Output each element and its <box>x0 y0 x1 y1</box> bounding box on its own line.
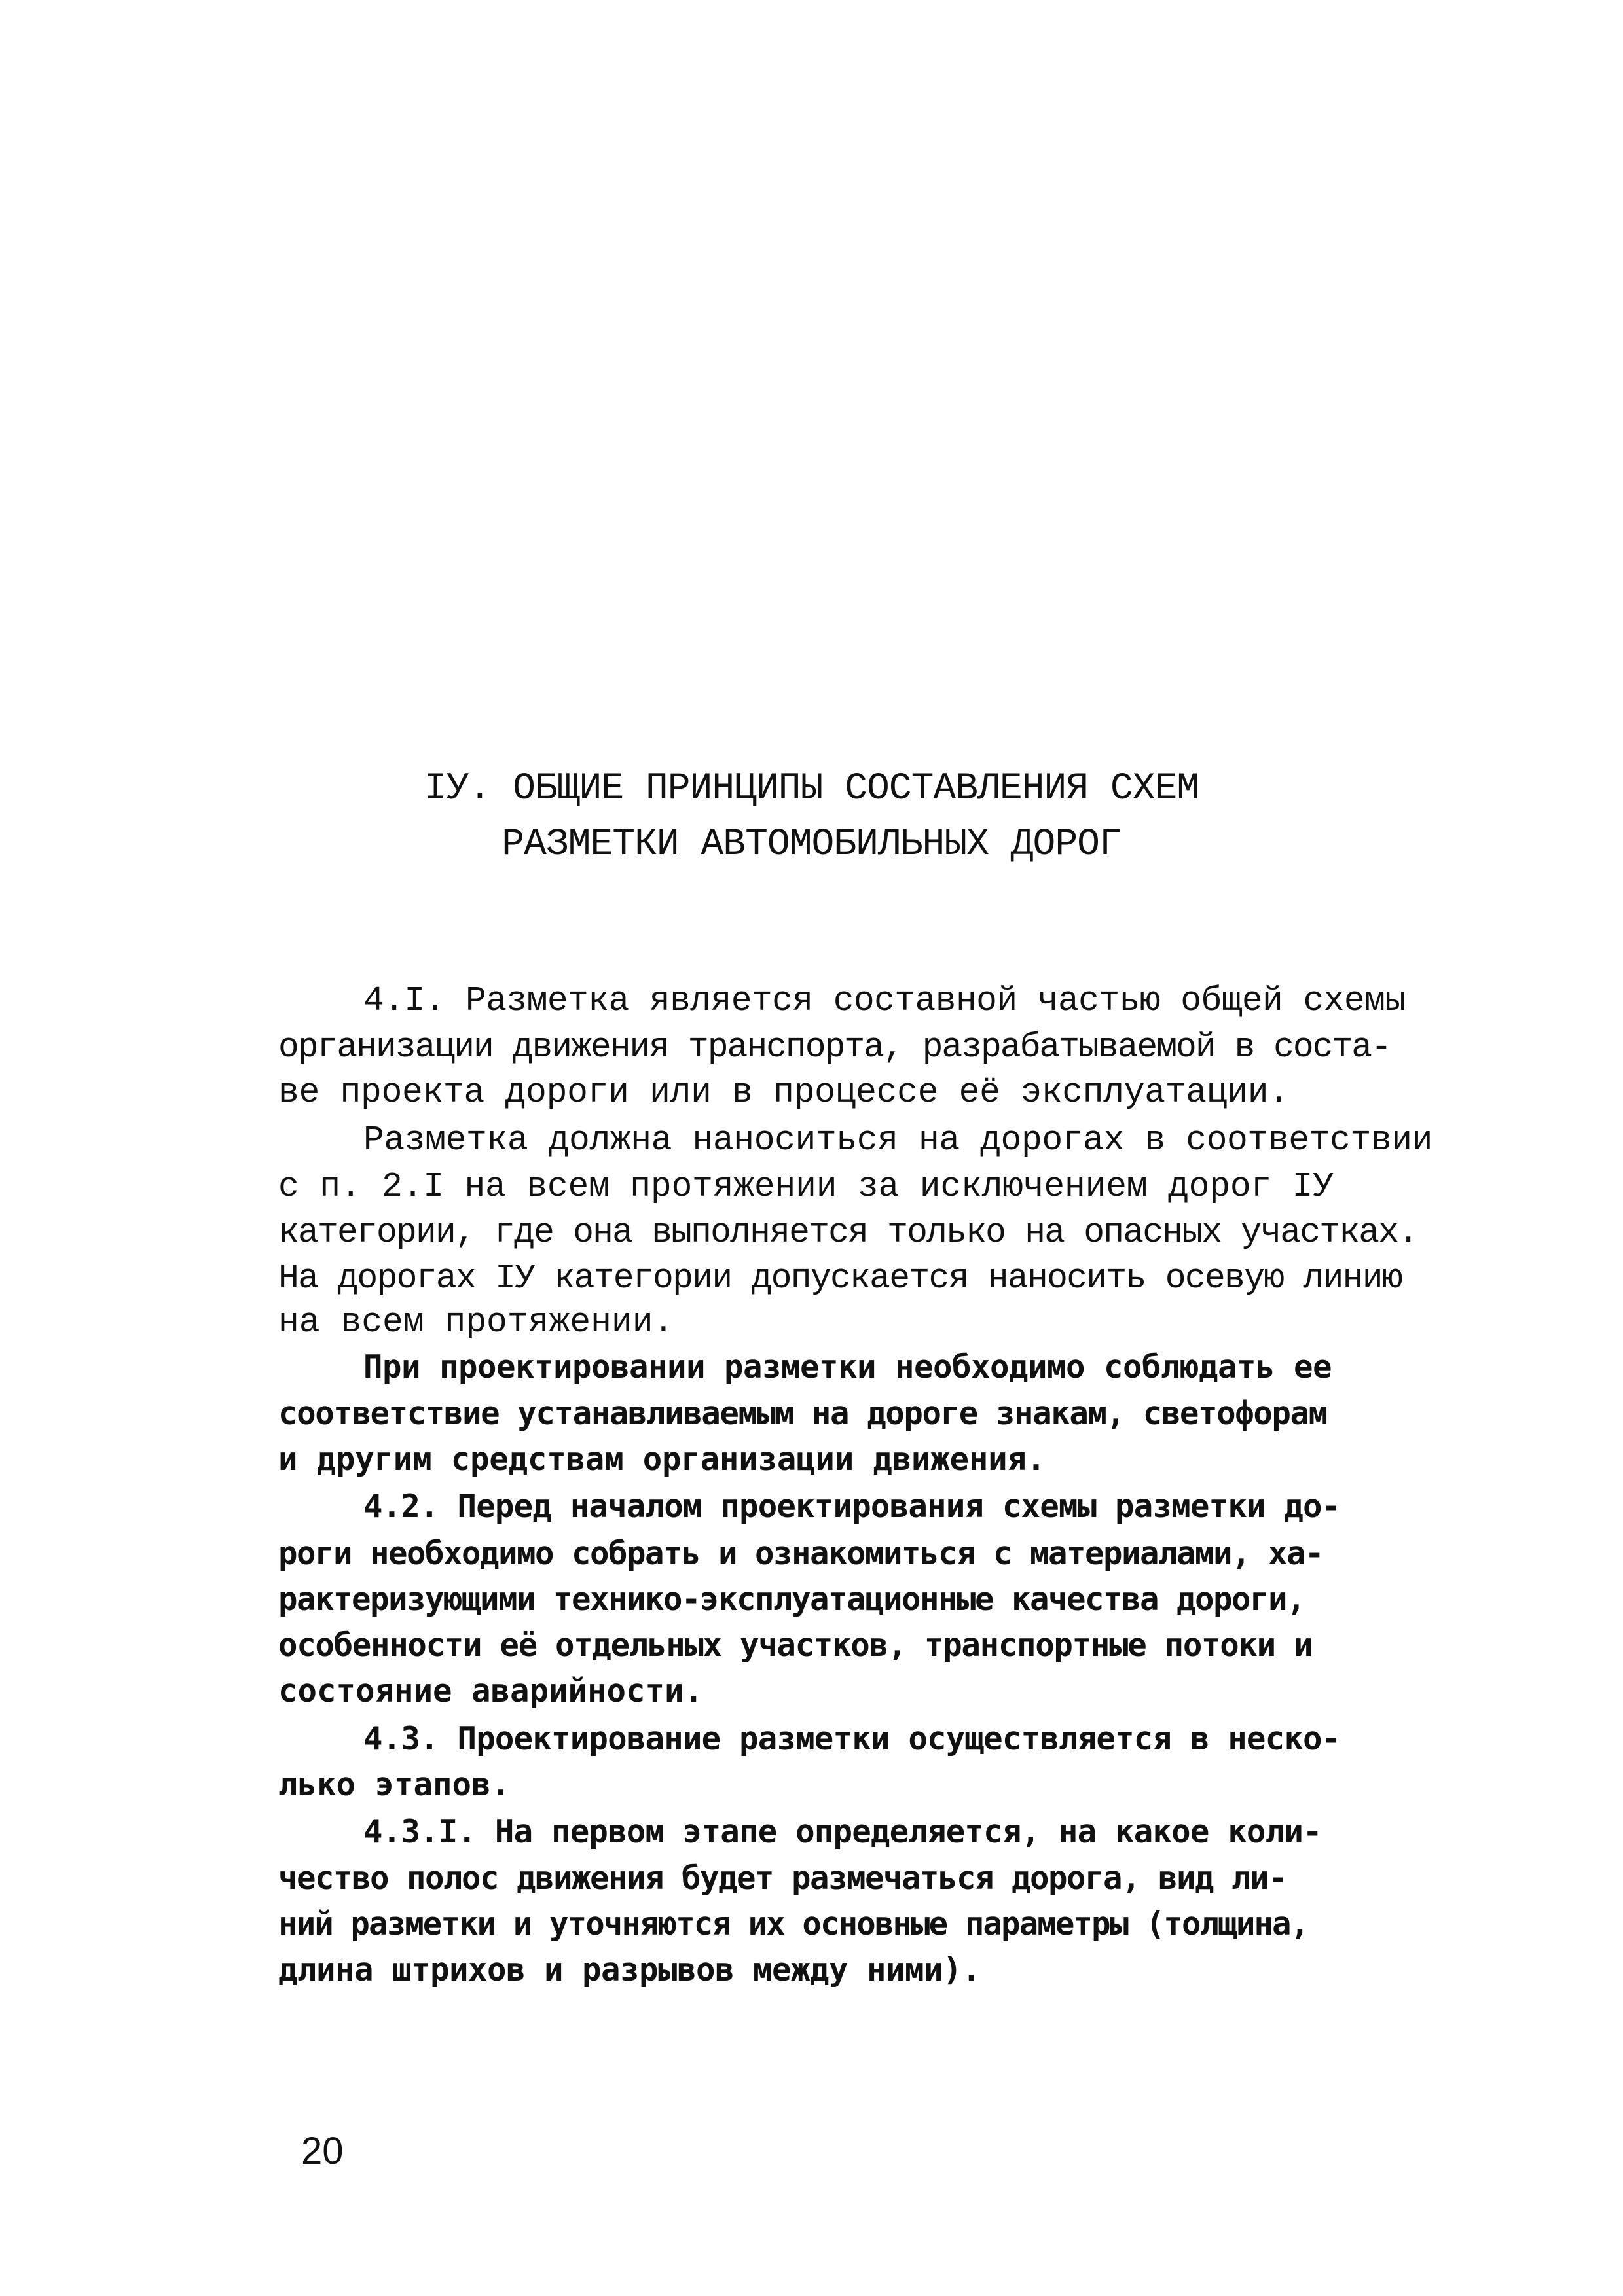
paragraph-4-3-1-line-3: ний разметки и уточняются их основные параметры (толщина, <box>278 1905 1309 1943</box>
paragraph-marking-line-2: с п. 2.I на всем протяжении за исключением дорог IУ <box>278 1167 1334 1206</box>
paragraph-marking-line-4: На дорогах IУ категории допускается наносить осевую линию <box>278 1259 1402 1298</box>
paragraph-4-2-line-4: особенности её отдельных участков, транспортные потоки и <box>278 1626 1313 1664</box>
paragraph-4-1-line-3: ве проекта дороги или в процессе её эксплуатации. <box>278 1073 1289 1112</box>
paragraph-4-3-line-1: 4.3. Проектирование разметки осуществляется в неско- <box>363 1720 1341 1757</box>
paragraph-4-2-line-1: 4.2. Перед началом проектирования схемы разметки до- <box>363 1488 1341 1525</box>
paragraph-marking-line-5: на всем протяжении. <box>278 1302 674 1342</box>
paragraph-4-3-1-line-2: чество полос движения будет размечаться дорога, вид ли- <box>278 1859 1287 1897</box>
paragraph-4-3-1-line-1: 4.3.I. На первом этапе определяется, на какое коли- <box>363 1813 1322 1850</box>
paragraph-marking-line-3: категории, где она выполняется только на опасных участках. <box>278 1213 1418 1252</box>
paragraph-design-line-3: и другим средствам организации движения. <box>278 1441 1046 1478</box>
paragraph-4-2-line-2: роги необходимо собрать и ознакомиться с материалами, ха- <box>278 1535 1324 1572</box>
page-number: 20 <box>301 2130 344 2172</box>
paragraph-4-1-line-1: 4.I. Разметка является составной частью общей схемы <box>363 981 1406 1020</box>
section-title-line-1: IУ. ОБЩИЕ ПРИНЦИПЫ СОСТАВЛЕНИЯ СХЕМ <box>424 768 1199 810</box>
paragraph-design-line-2: соответствие устанавливаемым на дороге знакам, светофорам <box>278 1395 1327 1432</box>
paragraph-4-3-line-2: лько этапов. <box>278 1766 511 1803</box>
paragraph-4-2-line-3: рактеризующими технико-эксплуатационные качества дороги, <box>278 1581 1305 1618</box>
section-title-line-2: РАЗМЕТКИ АВТОМОБИЛЬНЫХ ДОРОГ <box>501 823 1122 866</box>
paragraph-4-1-line-2: организации движения транспорта, разрабатываемой в соста- <box>278 1028 1391 1067</box>
paragraph-4-3-1-line-4: длина штрихов и разрывов между ними). <box>278 1951 981 1988</box>
paragraph-4-2-line-5: состояние аварийности. <box>278 1672 704 1710</box>
paragraph-marking-line-1: Разметка должна наноситься на дорогах в соответствии <box>363 1121 1433 1160</box>
paragraph-design-line-1: При проектировании разметки необходимо соблюдать ее <box>363 1348 1332 1386</box>
